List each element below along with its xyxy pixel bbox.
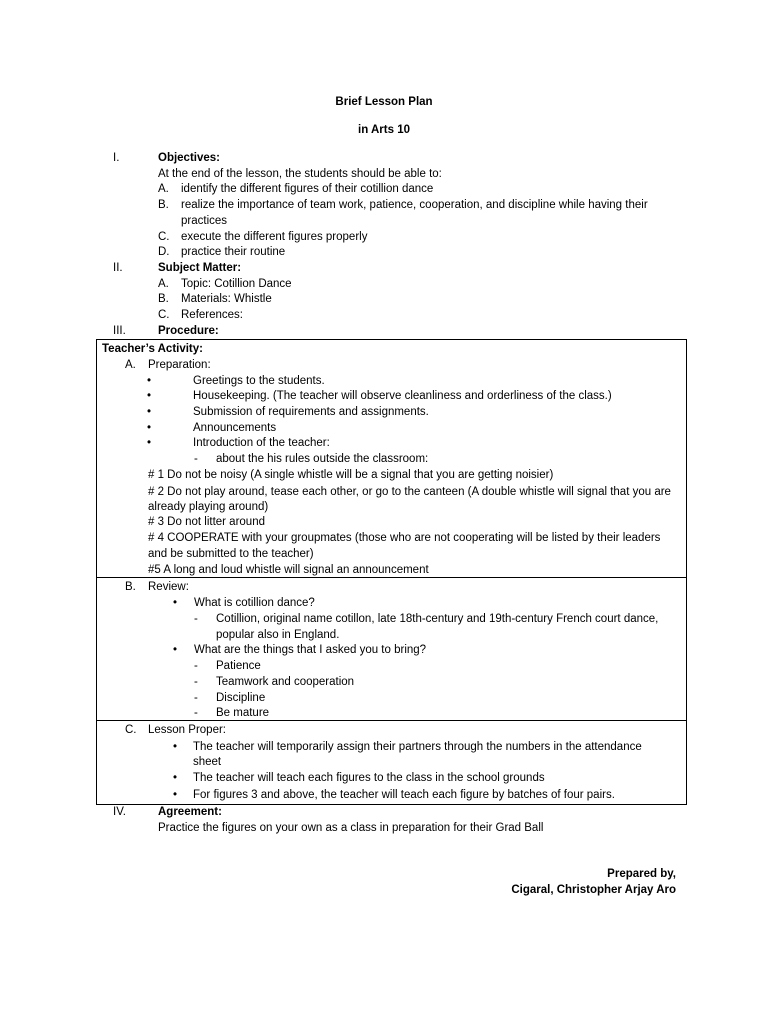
table-header: Teacher’s Activity: — [102, 343, 203, 355]
objective-item: identify the different figures of their cotillion dance — [181, 183, 434, 195]
item-letter: A. — [158, 278, 169, 290]
section-heading-subject-matter: Subject Matter: — [158, 262, 242, 274]
preparation-subitem: about the his rules outside the classroom: — [216, 453, 429, 465]
review-title: Review: — [148, 581, 189, 593]
dash: - — [194, 692, 198, 704]
author-name: Cigaral, Christopher Arjay Aro — [511, 884, 676, 896]
review-answer-continued: popular also in England. — [216, 629, 340, 641]
preparation-bullet: Announcements — [193, 422, 277, 434]
bullet: • — [173, 644, 178, 656]
dash: - — [194, 676, 198, 688]
prepared-by-label: Prepared by, — [607, 868, 676, 880]
lesson-bullet: The teacher will temporarily assign their partners through the numbers in the attendance — [193, 741, 642, 753]
dash: - — [194, 453, 198, 465]
preparation-bullet: Housekeeping. (The teacher will observe cleanliness and orderliness of the class.) — [193, 390, 612, 402]
rule-line: and be submitted to the teacher) — [148, 548, 314, 560]
item-letter: A. — [125, 359, 136, 371]
document-title: Brief Lesson Plan — [335, 96, 433, 108]
lesson-bullet: For figures 3 and above, the teacher will teach each figure by batches of four pairs. — [193, 789, 615, 801]
preparation-bullet: Greetings to the students. — [193, 375, 325, 387]
lesson-bullet: The teacher will teach each figures to the class in the school grounds — [193, 772, 545, 784]
section-heading-objectives: Objectives: — [158, 152, 220, 164]
dash: - — [194, 707, 198, 719]
bullet: • — [173, 772, 178, 784]
objectives-intro: At the end of the lesson, the students should be able to: — [158, 168, 442, 180]
preparation-bullet: Submission of requirements and assignments. — [193, 406, 429, 418]
item-letter: B. — [158, 293, 169, 305]
item-letter: B. — [158, 199, 169, 211]
preparation-bullet: Introduction of the teacher: — [193, 437, 330, 449]
review-answer: Teamwork and cooperation — [216, 676, 355, 688]
subject-item: References: — [181, 309, 244, 321]
item-letter: C. — [125, 724, 137, 736]
subject-item: Materials: Whistle — [181, 293, 272, 305]
section-heading-agreement: Agreement: — [158, 806, 222, 818]
lesson-bullet-continued: sheet — [193, 756, 222, 768]
bullet: • — [173, 741, 178, 753]
review-question: What is cotillion dance? — [194, 597, 315, 609]
table-divider — [96, 720, 686, 721]
rule-line: # 4 COOPERATE with your groupmates (those who are not cooperating will be listed by their leaders — [148, 532, 661, 544]
bullet: • — [147, 406, 152, 418]
rule-line: #5 A long and loud whistle will signal an announcement — [148, 564, 429, 576]
rule-line: # 2 Do not play around, tease each other, or go to the canteen (A double whistle will signal that you are — [148, 486, 671, 498]
rule-line: # 1 Do not be noisy (A single whistle will be a signal that you are getting noisier) — [148, 469, 554, 481]
lesson-proper-title: Lesson Proper: — [148, 724, 226, 736]
section-number: IV. — [113, 806, 127, 818]
section-heading-procedure: Procedure: — [158, 325, 219, 337]
document-subtitle: in Arts 10 — [358, 124, 410, 136]
review-answer: Discipline — [216, 692, 266, 704]
objective-item: realize the importance of team work, patience, cooperation, and discipline while having their — [181, 199, 648, 211]
bullet: • — [147, 422, 152, 434]
rule-line: # 3 Do not litter around — [148, 516, 265, 528]
item-letter: D. — [158, 246, 170, 258]
dash: - — [194, 613, 198, 625]
objective-item-continued: practices — [181, 215, 228, 227]
review-answer: Cotillion, original name cotillon, late 18th-century and 19th-century French court dance, — [216, 613, 659, 625]
item-letter: C. — [158, 231, 170, 243]
objective-item: practice their routine — [181, 246, 286, 258]
dash: - — [194, 660, 198, 672]
review-answer: Patience — [216, 660, 261, 672]
agreement-text: Practice the figures on your own as a class in preparation for their Grad Ball — [158, 822, 544, 834]
objective-item: execute the different figures properly — [181, 231, 368, 243]
bullet: • — [147, 375, 152, 387]
item-letter: B. — [125, 581, 136, 593]
section-number: III. — [113, 325, 126, 337]
bullet: • — [173, 789, 178, 801]
bullet: • — [147, 437, 152, 449]
preparation-title: Preparation: — [148, 359, 211, 371]
section-number: II. — [113, 262, 123, 274]
review-answer: Be mature — [216, 707, 270, 719]
subject-item: Topic: Cotillion Dance — [181, 278, 292, 290]
item-letter: C. — [158, 309, 170, 321]
rule-line: already playing around) — [148, 501, 269, 513]
section-number: I. — [113, 152, 120, 164]
item-letter: A. — [158, 183, 169, 195]
bullet: • — [173, 597, 178, 609]
review-question: What are the things that I asked you to bring? — [194, 644, 427, 656]
bullet: • — [147, 390, 152, 402]
